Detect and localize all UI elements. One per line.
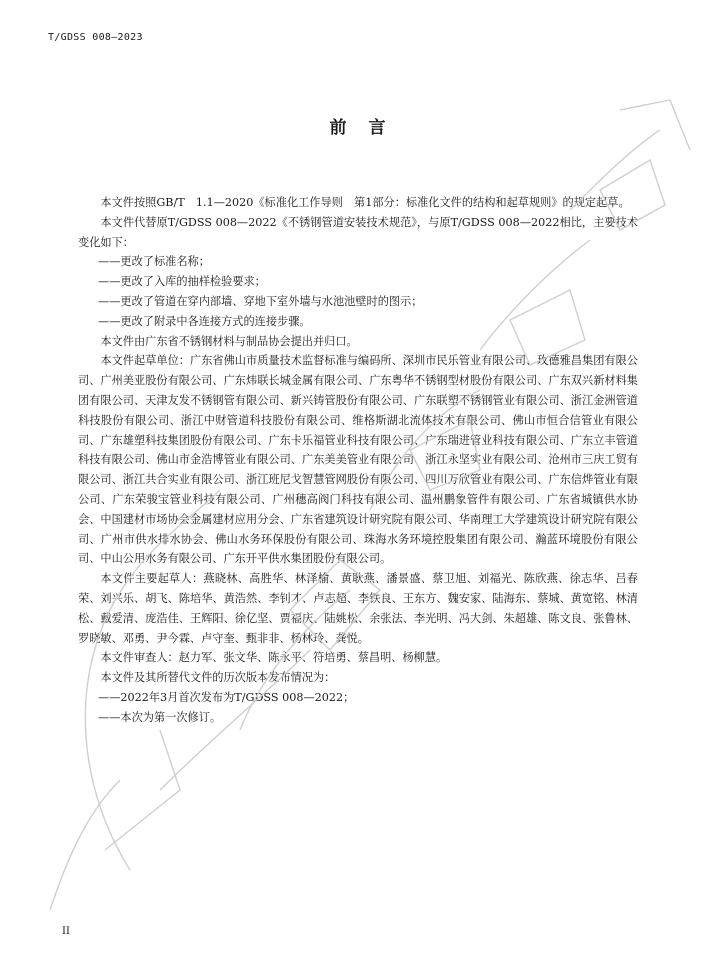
paragraph-replacement: 本文件代替原T/GDSS 008—2022《不锈钢管道安装技术规范》，与原T/GDSS 008—2022相比，主要技术变化如下： (78, 215, 638, 249)
page-title: 前言 (329, 118, 408, 138)
paragraph-standard-basis: 本文件按照GB/T 1.1—2020《标准化工作导则 第1部分：标准化文件的结构和起草规则》的规定起草。 (100, 196, 630, 209)
foreword-body (78, 193, 638, 728)
version-item: ——本次为第一次修订。 (98, 710, 222, 724)
document-code: T/GDSS 008—2023 (48, 32, 143, 43)
change-item: ——更改了附录中各连接方式的连接步骤。 (98, 314, 311, 328)
change-item: ——更改了标准名称； (98, 255, 210, 269)
change-item: ——更改了入库的抽样检验要求； (98, 275, 266, 289)
paragraph-drafters: 本文件主要起草人：燕晓林、高胜华、林泽榆、黄耿燕、潘景盛、蔡卫旭、刘福光、陈欣燕、徐志华、吕春荣、刘兴乐、胡飞、陈培华、黄浩然、李钊才、卢志超、李铁良、王东方、魏安家、陆海东、蔡城、黄宽铭、林清松、戴爱清、庞浩佳、王辉阳、徐亿坚、贾福庆、陆姚松、余张法、李光明、冯大剑、朱超雄、陈文良、张鲁林、罗晓敏、邓勇、尹今霖、卢守奎、甄非非、杨林玲、龚悦。 (78, 572, 638, 645)
version-item: ——2022年3月首次发布为T/GDSS 008—2022； (98, 690, 355, 704)
paragraph-drafting-units: 本文件起草单位：广东省佛山市质量技术监督标准与编码所、深圳市民乐管业有限公司、玫德雅昌集团有限公司、广州美亚股份有限公司、广东炜联长城金属有限公司、广东粤华不锈钢型材股份有限公司、广东双兴新材料集团有限公司、天津友发不锈钢管有限公司、新兴铸管股份有限公司、广东联塑不锈钢管业有限公司、浙江金洲管道科技股份有限公司、浙江中财管道科技股份有限公司、维格斯湖北流体技术有限公司、佛山市恒合信管业有限公司、广东雄塑科技集团股份有限公司、广东卡乐福管业科技有限公司、广东瑞进管业科技有限公司、广东立丰管道科技有限公司、佛山市金浩博管业有限公司、广东美美管业有限公司、浙江永坚实业有限公司、沧州市三庆工贸有限公司、浙江共合实业有限公司、浙江班尼戈智慧管网股份有限公司、四川万欣管业有限公司、广东信烨管业有限公司、广东荣骏宝管业科技有限公司、广州穗高阀门科技有限公司、温州鹏象管件有限公司、广东省城镇供水协会、中国建材市场协会金属建材应用分会、广东省建筑设计研究院有限公司、华南理工大学建筑设计研究院有限公司、广州市供水排水协会、佛山水务环保股份有限公司、珠海水务环境控股集团有限公司、瀚蓝环境股份有限公司、中山公用水务有限公司、广东开平供水集团股份有限公司。 (78, 354, 638, 566)
paragraph-reviewers: 本文件审查人：赵力军、张文华、陈永平、符培勇、蔡昌明、杨柳慧。 (100, 651, 448, 665)
page-number: II (62, 926, 70, 937)
change-item: ——更改了管道在穿内部墙、穿地下室外墙与水池池壁时的图示； (98, 294, 423, 308)
paragraph-version-history: 本文件及其所替代文件的历次版本发布情况为： (100, 671, 336, 685)
paragraph-proposer: 本文件由广东省不锈钢材料与制品协会提出并归口。 (100, 334, 358, 348)
